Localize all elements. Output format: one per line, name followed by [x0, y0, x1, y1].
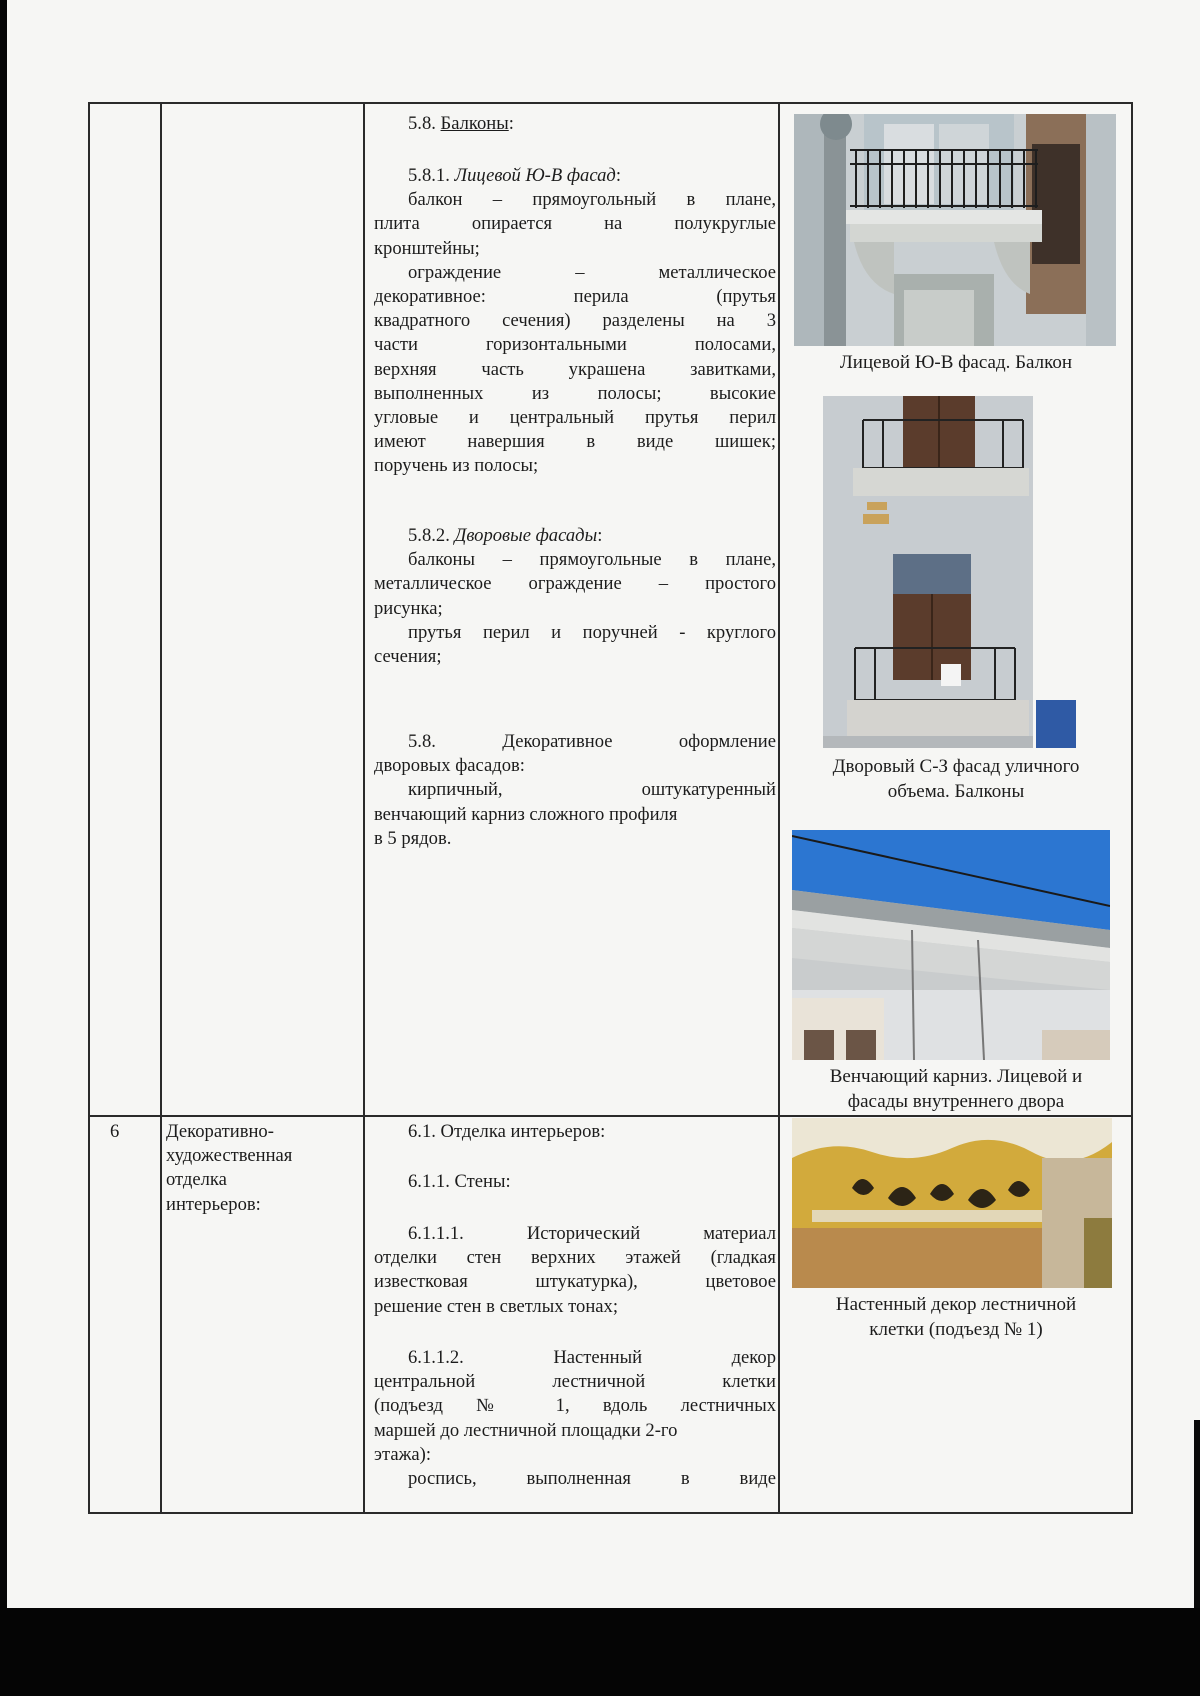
- text-line: роспись, выполненная в виде: [408, 1468, 776, 1490]
- photo-yard-balconies: [823, 396, 1033, 748]
- caption-front-balcony: Лицевой Ю-В фасад. Балкон: [839, 352, 1073, 373]
- scan-edge-right: [1194, 1420, 1200, 1608]
- row-divider: [88, 1115, 1133, 1117]
- finish-heading: 6.1. Отделка интерьеров:: [408, 1121, 606, 1142]
- scan-edge-bottom: [0, 1608, 1200, 1696]
- text-line: 5.8. Декоративное оформление: [408, 731, 776, 752]
- text-line: выполненных из полосы; высокие: [374, 382, 776, 404]
- text-line: балкон – прямоугольный в плане,: [408, 189, 776, 211]
- text-line: кирпичный, оштукатуренный: [408, 779, 776, 801]
- text-line: дворовых фасадов:: [374, 755, 525, 777]
- blue-sign-fragment: [1036, 700, 1076, 748]
- photo-front-balcony: [794, 114, 1116, 346]
- text-line: сечения;: [374, 646, 442, 668]
- column-divider-1: [160, 102, 162, 1514]
- text-line: известковая штукатурка), цветовое: [374, 1271, 776, 1293]
- text-line: квадратного сечения) разделены на 3: [374, 310, 776, 332]
- yard-facade-block: [374, 524, 776, 669]
- table-border-top: [88, 102, 1133, 104]
- scan-edge-left: [0, 0, 7, 1696]
- yard-decor-block: [374, 730, 776, 851]
- text-line: верхняя часть украшена завитками,: [374, 358, 776, 380]
- text-line: отделки стен верхних этажей (гладкая: [374, 1247, 776, 1269]
- text-line: решение стен в светлых тонах;: [374, 1295, 618, 1317]
- caption-yard-balconies: Дворовый С-З фасад уличного объема. Балконы: [832, 756, 1080, 802]
- column-divider-3: [778, 102, 780, 1514]
- front-facade-block: [374, 164, 776, 479]
- text-line: угловые и центральный прутья перил: [374, 407, 776, 429]
- caption-stair-wall-decor: Настенный декор лестничной клетки (подъезд № 1): [835, 1294, 1077, 1340]
- caption-cornice: Венчающий карниз. Лицевой и фасады внутреннего двора: [829, 1066, 1083, 1112]
- text-line: балконы – прямоугольные в плане,: [408, 549, 776, 571]
- text-line: поручень из полосы;: [374, 455, 539, 477]
- yard-facade-heading: 5.8.2. Дворовые фасады:: [408, 525, 603, 546]
- walls-paragraph-1: [374, 1222, 776, 1319]
- text-line: кронштейны;: [374, 237, 480, 259]
- text-line: 6.1.1.2. Настенный декор: [408, 1347, 776, 1368]
- text-line: части горизонтальными полосами,: [374, 334, 776, 356]
- walls-heading: 6.1.1. Стены:: [408, 1171, 511, 1192]
- walls-paragraph-2: [374, 1346, 776, 1491]
- text-line: этажа):: [374, 1443, 432, 1465]
- text-line: имеют навершия в виде шишек;: [374, 431, 776, 453]
- column-divider-2: [363, 102, 365, 1514]
- text-line: в 5 рядов.: [374, 827, 452, 849]
- table-border-bottom: [88, 1512, 1133, 1514]
- balconies-heading: 5.8. Балконы:: [408, 113, 514, 134]
- text-line: плита опирается на полукруглые: [374, 213, 776, 235]
- row6-number: 6: [110, 1121, 120, 1142]
- text-line: прутья перил и поручней - круглого: [408, 621, 776, 643]
- photo-stair-wall-decor: [792, 1118, 1112, 1288]
- table-border-right: [1131, 102, 1133, 1514]
- text-line: металлическое ограждение – простого: [374, 573, 776, 595]
- text-line: венчающий карниз сложного профиля: [374, 803, 678, 825]
- row6-name: Декоративно- художественная отделка интерьеров:: [166, 1121, 293, 1215]
- text-line: центральной лестничной клетки: [374, 1371, 776, 1393]
- text-line: (подъезд № 1, вдоль лестничных: [374, 1395, 776, 1417]
- text-line: ограждение – металлическое: [408, 261, 776, 283]
- text-line: рисунка;: [374, 597, 443, 619]
- photo-cornice: [792, 830, 1110, 1060]
- row5-text-cell: [374, 112, 776, 136]
- text-line: маршей до лестничной площадки 2-го: [374, 1419, 678, 1441]
- text-line: 6.1.1.1. Исторический материал: [408, 1223, 776, 1244]
- text-line: декоративное: перила (прутья: [374, 286, 776, 308]
- front-facade-heading: 5.8.1. Лицевой Ю-В фасад:: [408, 165, 622, 186]
- table-border-left: [88, 102, 90, 1514]
